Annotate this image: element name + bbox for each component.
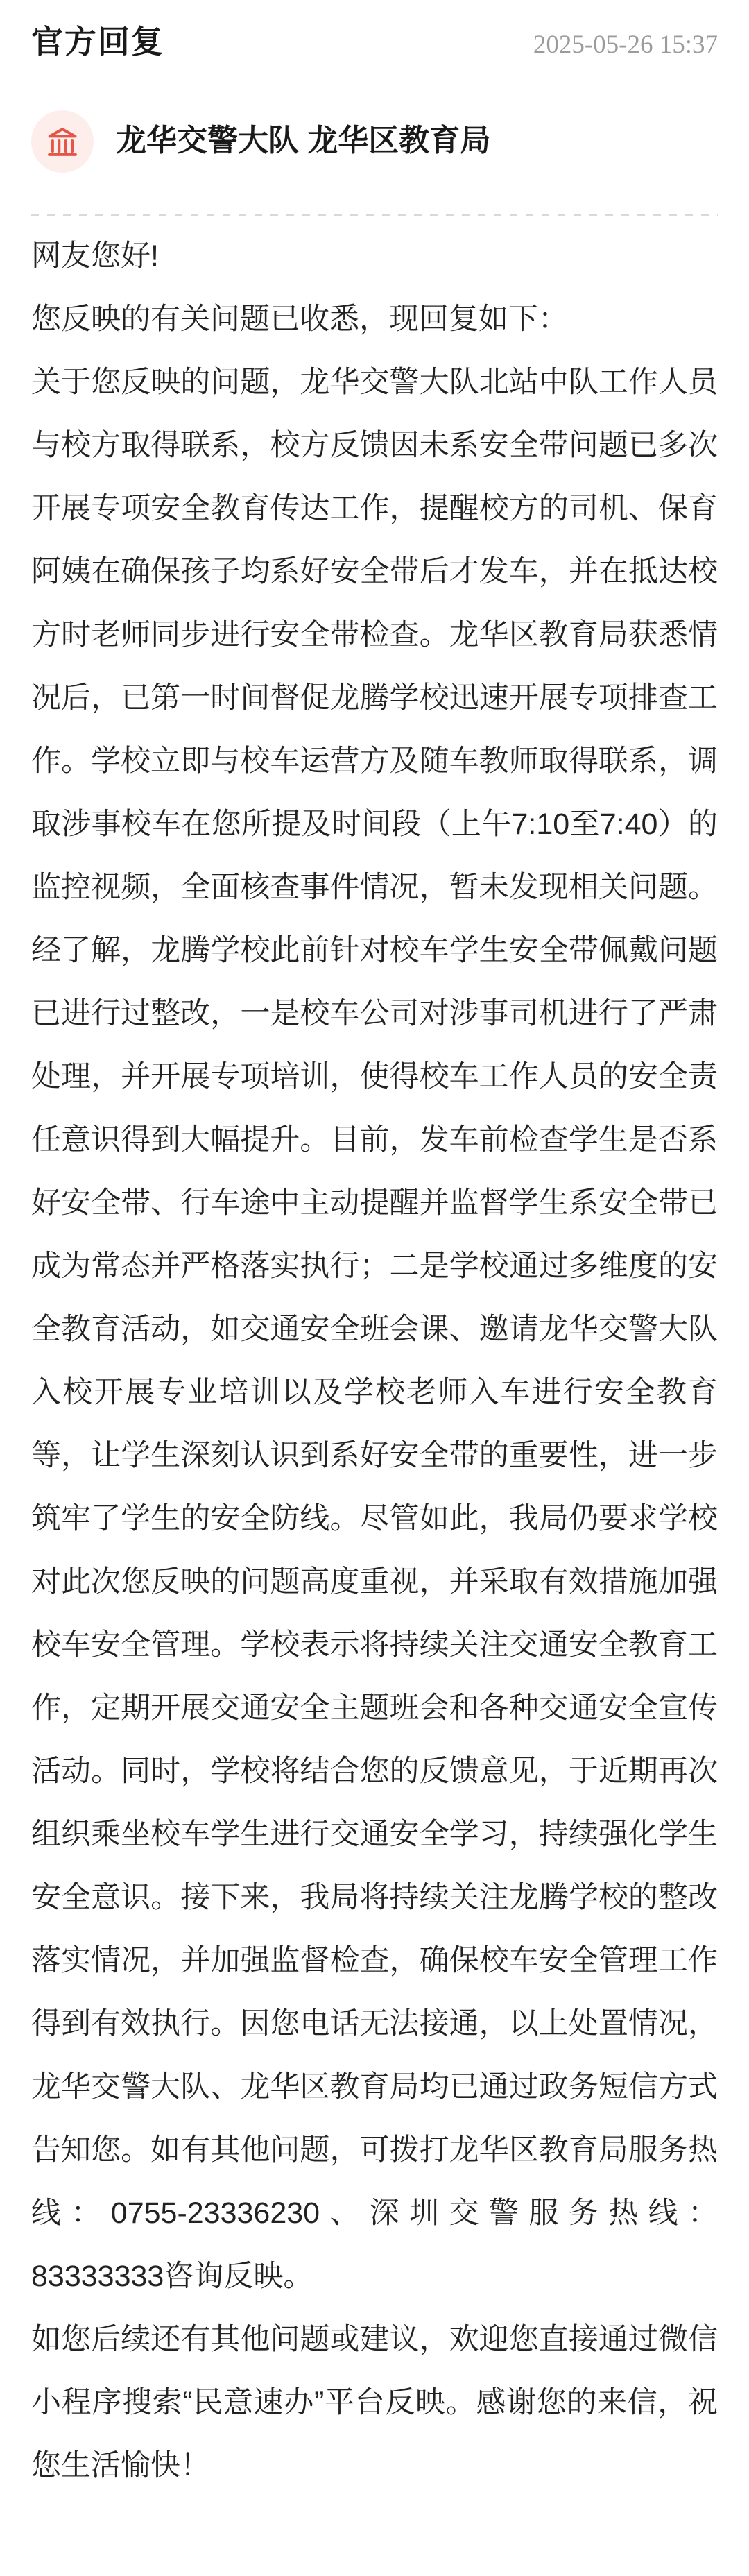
closing-paragraph: 如您后续还有其他问题或建议，欢迎您直接通过微信小程序搜索“民意速办”平台反映。感谢您的来信，祝您生活愉快！ [31, 2322, 718, 2482]
page-title: 官方回复 [31, 24, 164, 60]
reply-timestamp: 2025-05-26 15:37 [533, 31, 718, 59]
responder-name: 龙华交警大队 龙华区教育局 [116, 123, 491, 158]
greeting-paragraph: 网友您好! [31, 239, 159, 273]
reply-body [31, 225, 718, 2498]
dashed-divider [31, 214, 718, 216]
responder-row [31, 110, 718, 173]
bank-icon [44, 123, 80, 160]
avatar [31, 110, 94, 173]
intro-paragraph: 您反映的有关问题已收悉，现回复如下： [31, 302, 568, 336]
main-reply-paragraph: 关于您反映的问题，龙华交警大队北站中队工作人员与校方取得联系，校方反馈因未系安全带问题已多次开展专项安全教育传达工作，提醒校方的司机、保育阿姨在确保孩子均系好安全带后才发车，并在抵达校方时老师同步进行安全带检查。龙华区教育局获悉情况后，已第一时间督促龙腾学校迅速开展专项排查工作。学校立即与校车运营方及随车教师取得联系，调取涉事校车在您所提及时间段（上午7:10至7:40）的监控视频，全面核查事件情况，暂未发现相关问题。经了解，龙腾学校此前针对校车学生安全带佩戴问题已进行过整改，一是校车公司对涉事司机进行了严肃处理，并开展专项培训，使得校车工作人员的安全责任意识得到大幅提升。目前，发车前检查学生是否系好安全带、行车途中主动提醒并监督学生系安全带已成为常态并严格落实执行；二是学校通过多维度的安全教育活动，如交通安全班会课、邀请龙华交警大队入校开展专业培训以及学校老师入车进行安全教育等，让学生深刻认识到系好安全带的重要性，进一步筑牢了学生的安全防线。尽管如此，我局仍要求学校对此次您反映的问题高度重视，并采取有效措施加强校车安全管理。学校表示将持续关注交通安全教育工作，定期开展交通安全主题班会和各种交通安全宣传活动。同时，学校将结合您的反馈意见，于近期再次组织乘坐校车学生进行交通安全学习，持续强化学生安全意识。接下来，我局将持续关注龙腾学校的整改落实情况，并加强监督检查，确保校车安全管理工作得到有效执行。因您电话无法接通，以上处置情况，龙华交警大队、龙华区教育局均已通过政务短信方式告知您。如有其他问题，可拨打龙华区教育局服务热线：0755-23336230、深圳交警服务热线：83333333咨询反映。 [31, 365, 718, 2293]
reply-header [31, 24, 718, 60]
